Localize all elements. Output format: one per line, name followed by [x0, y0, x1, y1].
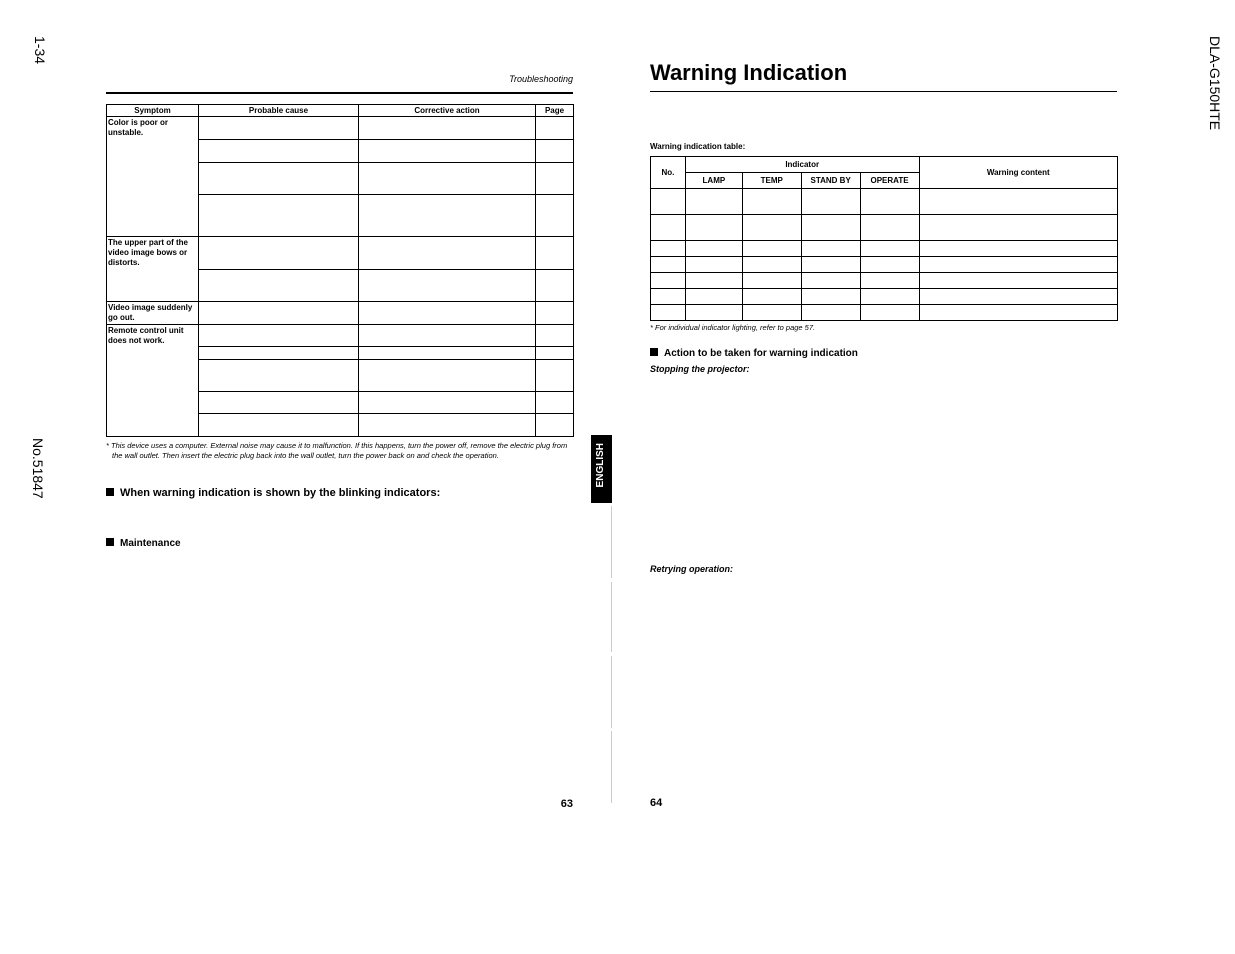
- header-operate: OPERATE: [860, 173, 919, 189]
- heading-blinking-indicators: When warning indication is shown by the blinking indicators:: [106, 487, 440, 499]
- title-rule: [650, 91, 1117, 92]
- header-no: No.: [651, 157, 686, 189]
- divider-line: [611, 656, 612, 728]
- square-bullet-icon: [650, 348, 658, 356]
- header-standby: STAND BY: [801, 173, 860, 189]
- header-indicator: Indicator: [685, 157, 919, 173]
- heading-action: Action to be taken for warning indication: [650, 348, 858, 359]
- troubleshooting-table: [106, 104, 574, 437]
- document-number: No.51847: [30, 438, 46, 499]
- header-rule: [106, 92, 573, 94]
- language-tab-label: ENGLISH: [595, 443, 606, 488]
- footnote: * This device uses a computer. External noise may cause it to malfunction. If this happens, turn the power off, remove the electric plug from the wall outlet. Then insert the electric plug back into the wall outlet, turn the power back on and check the operation.: [106, 441, 568, 460]
- header-corrective-action: Corrective action: [359, 105, 536, 117]
- header-probable-cause: Probable cause: [199, 105, 359, 117]
- header-symptom: Symptom: [107, 105, 199, 117]
- symptom-color: Color is poor or unstable.: [107, 117, 199, 237]
- divider-line: [611, 582, 612, 652]
- section-header: Troubleshooting: [509, 74, 573, 84]
- square-bullet-icon: [106, 488, 114, 496]
- header-lamp: LAMP: [685, 173, 742, 189]
- page-number-left: 63: [560, 798, 573, 810]
- symptom-upper-part: The upper part of the video image bows or distorts.: [107, 237, 199, 302]
- divider-line: [611, 731, 612, 803]
- header-temp: TEMP: [742, 173, 801, 189]
- header-page: Page: [536, 105, 574, 117]
- heading-maintenance: Maintenance: [106, 538, 181, 549]
- symptom-video-out: Video image suddenly go out.: [107, 302, 199, 325]
- table-note: * For individual indicator lighting, refer to page 57.: [650, 323, 816, 332]
- page-title: Warning Indication: [650, 60, 848, 85]
- symptom-remote: Remote control unit does not work.: [107, 325, 199, 437]
- header-warning-content: Warning content: [919, 157, 1118, 189]
- square-bullet-icon: [106, 538, 114, 546]
- table-caption: Warning indication table:: [650, 142, 746, 151]
- language-tab: [591, 435, 612, 503]
- warning-table: [650, 156, 1118, 321]
- subheading-retrying: Retrying operation:: [650, 564, 734, 574]
- page-number-right: 64: [650, 797, 663, 809]
- model-name: DLA-G150HTE: [1207, 36, 1223, 131]
- subheading-stopping: Stopping the projector:: [650, 364, 750, 374]
- page-ref-label: 1-34: [32, 36, 48, 65]
- divider-line: [611, 506, 612, 578]
